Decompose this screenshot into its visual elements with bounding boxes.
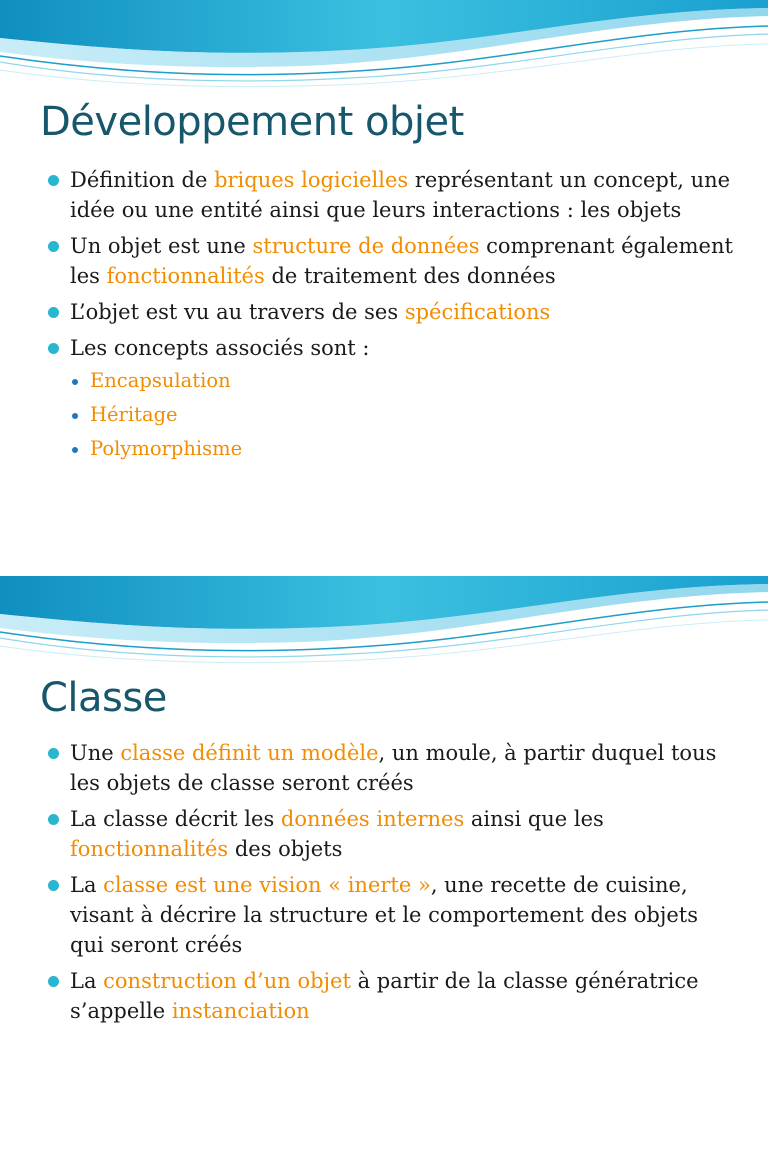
bullet-text: La classe décrit les (70, 807, 281, 831)
slide-classe (0, 576, 768, 1152)
bullet-text: La (70, 873, 104, 897)
sub-bullet-list (70, 367, 738, 463)
bullet-item (46, 165, 738, 225)
bullet-text: Définition de (70, 168, 215, 192)
slide-title: Développement objet (40, 99, 464, 145)
bullet-text: ainsi que les (464, 807, 604, 831)
bullet-item (46, 870, 738, 960)
highlight-text: structure de données (252, 234, 480, 258)
highlight-text: classe est une vision « inerte » (103, 873, 431, 897)
highlight-text: briques logicielles (214, 168, 409, 192)
highlight-text: instanciation (171, 999, 310, 1023)
bullet-text: , une recette de cuisine, visant à décrire la structure et le comportement des objets qui seront créés (70, 873, 699, 957)
highlight-text: fonctionnalités (106, 264, 265, 288)
bullet-text: La (70, 969, 104, 993)
bullet-text: comprenant également les (70, 234, 733, 288)
highlight-text: données internes (280, 807, 465, 831)
bullet-list (46, 165, 738, 469)
bullet-text: L’objet est vu au travers de ses (70, 300, 405, 324)
wave-header (0, 0, 768, 90)
wave-header (0, 576, 768, 666)
sub-bullet-item: Encapsulation (70, 367, 738, 395)
bullet-list (46, 738, 738, 1032)
highlight-text: construction d’un objet (103, 969, 351, 993)
bullet-item (46, 804, 738, 864)
bullet-text (70, 336, 370, 360)
bullet-text: de traitement des données (264, 264, 556, 288)
bullet-item (46, 231, 738, 291)
bullet-text: , un moule, à partir duquel tous les objets de classe seront créés (70, 741, 717, 795)
bullet-text: à partir de la classe génératrice s’appelle (70, 969, 699, 1023)
slide-title: Classe (40, 675, 167, 721)
highlight-text: fonctionnalités (70, 837, 229, 861)
bullet-text: Les concepts associés sont : (70, 336, 370, 360)
bullet-item (46, 297, 738, 327)
bullet-text: des objets (228, 837, 343, 861)
highlight-text: classe définit un modèle (120, 741, 379, 765)
bullet-item (46, 738, 738, 798)
bullet-text: Une (70, 741, 121, 765)
bullet-item (46, 966, 738, 1026)
sub-bullet-item: Polymorphisme (70, 435, 738, 463)
bullet-text: Un objet est une (70, 234, 253, 258)
bullet-item (46, 333, 738, 463)
sub-bullet-item: Héritage (70, 401, 738, 429)
bullet-text: représentant un concept, une idée ou une entité ainsi que leurs interactions : les objets (70, 168, 731, 222)
highlight-text: spécifications (404, 300, 551, 324)
